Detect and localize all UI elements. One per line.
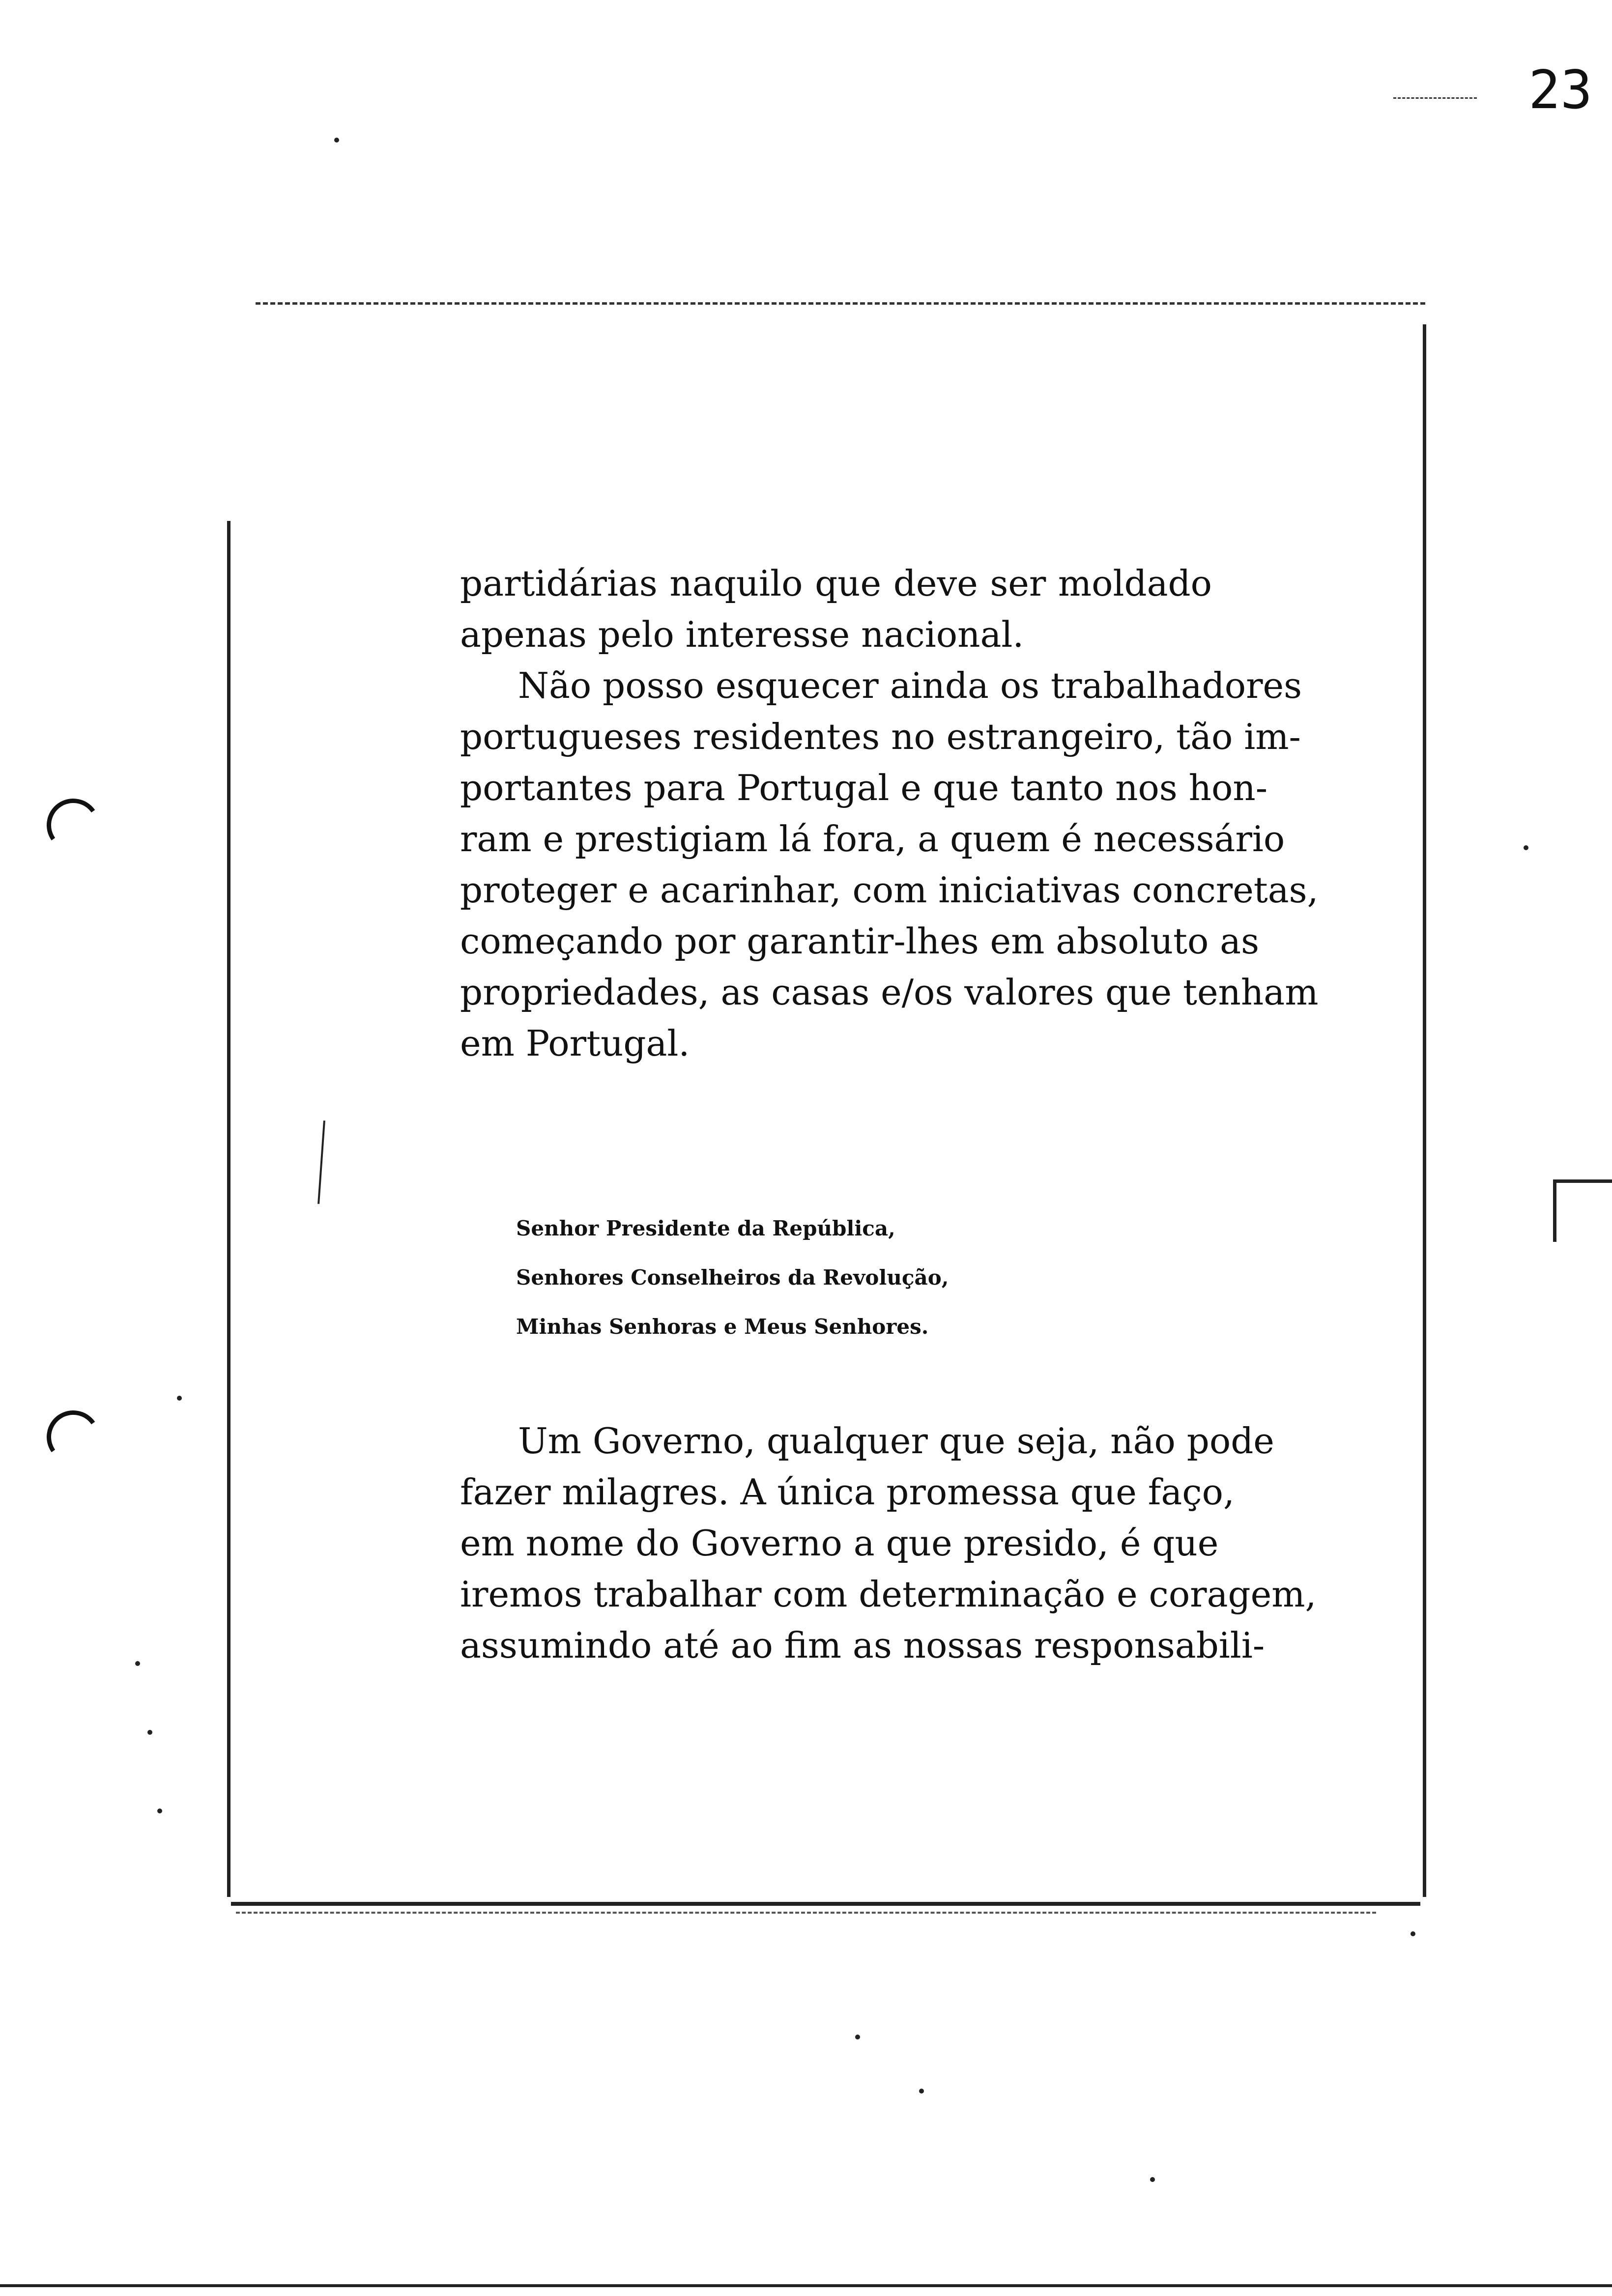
text-line: propriedades, as casas e/os valores que tenham <box>460 972 1319 1013</box>
text-line: ram e prestigiam lá fora, a quem é necessário <box>460 818 1285 860</box>
text-line: Um Governo, qualquer que seja, não pode <box>518 1420 1274 1462</box>
closing-text <box>460 1415 1317 1671</box>
text-line: portantes para Portugal e que tanto nos hon- <box>460 767 1268 808</box>
page-number: 23 <box>1528 59 1592 121</box>
text-line: em Portugal. <box>460 1023 690 1064</box>
text-line: apenas pelo interesse nacional. <box>460 614 1024 655</box>
scan-speck <box>919 2089 924 2094</box>
sheet-edge-bottom <box>231 1902 1420 1906</box>
scan-speck <box>177 1396 182 1401</box>
text-line: começando por garantir-lhes em absoluto as <box>460 920 1260 962</box>
sheet-corner-mark <box>1553 1179 1612 1242</box>
text-line: fazer milagres. A única promessa que faço, <box>460 1471 1235 1513</box>
paragraph <box>460 1415 1317 1671</box>
margin-tick-mark <box>317 1120 325 1204</box>
scan-speck <box>147 1730 152 1735</box>
sheet-edge-top <box>256 302 1425 305</box>
punch-hole-arc <box>42 1406 104 1467</box>
page-number-dash <box>1393 97 1477 99</box>
salutation-line: Senhores Conselheiros da Revolução, <box>516 1265 949 1290</box>
text-line: assumindo até ao fim as nossas responsabili- <box>460 1625 1265 1666</box>
scan-speck <box>1410 1931 1415 1936</box>
paragraph <box>460 558 1212 660</box>
text-line: Não posso esquecer ainda os trabalhadores <box>518 665 1302 706</box>
text-line: proteger e acarinhar, com iniciativas concretas, <box>460 869 1319 911</box>
sheet-edge-left <box>227 521 230 1897</box>
sheet-edge-bottom-shadow <box>236 1912 1376 1914</box>
text-line: iremos trabalhar com determinação e coragem, <box>460 1574 1317 1615</box>
salutation <box>516 1204 1057 1351</box>
bottom-rule <box>0 2284 1612 2287</box>
scan-speck <box>135 1661 140 1666</box>
scan-speck <box>1524 845 1528 850</box>
text-line: portugueses residentes no estrangeiro, tão im- <box>460 716 1301 757</box>
scan-speck <box>157 1808 162 1813</box>
text-line: partidárias naquilo que deve ser moldado <box>460 563 1212 604</box>
salutation-line: Minhas Senhoras e Meus Senhores. <box>516 1315 929 1339</box>
sheet-edge-right <box>1423 324 1426 1897</box>
scan-speck <box>855 2035 860 2039</box>
body-text <box>460 558 1319 1069</box>
scan-speck <box>334 138 339 143</box>
text-line: em nome do Governo a que presido, é que <box>460 1522 1219 1564</box>
salutation-line: Senhor Presidente da República, <box>516 1216 895 1240</box>
punch-hole-arc <box>42 794 104 856</box>
paragraph <box>460 660 1319 1069</box>
scan-speck <box>1150 2177 1155 2182</box>
